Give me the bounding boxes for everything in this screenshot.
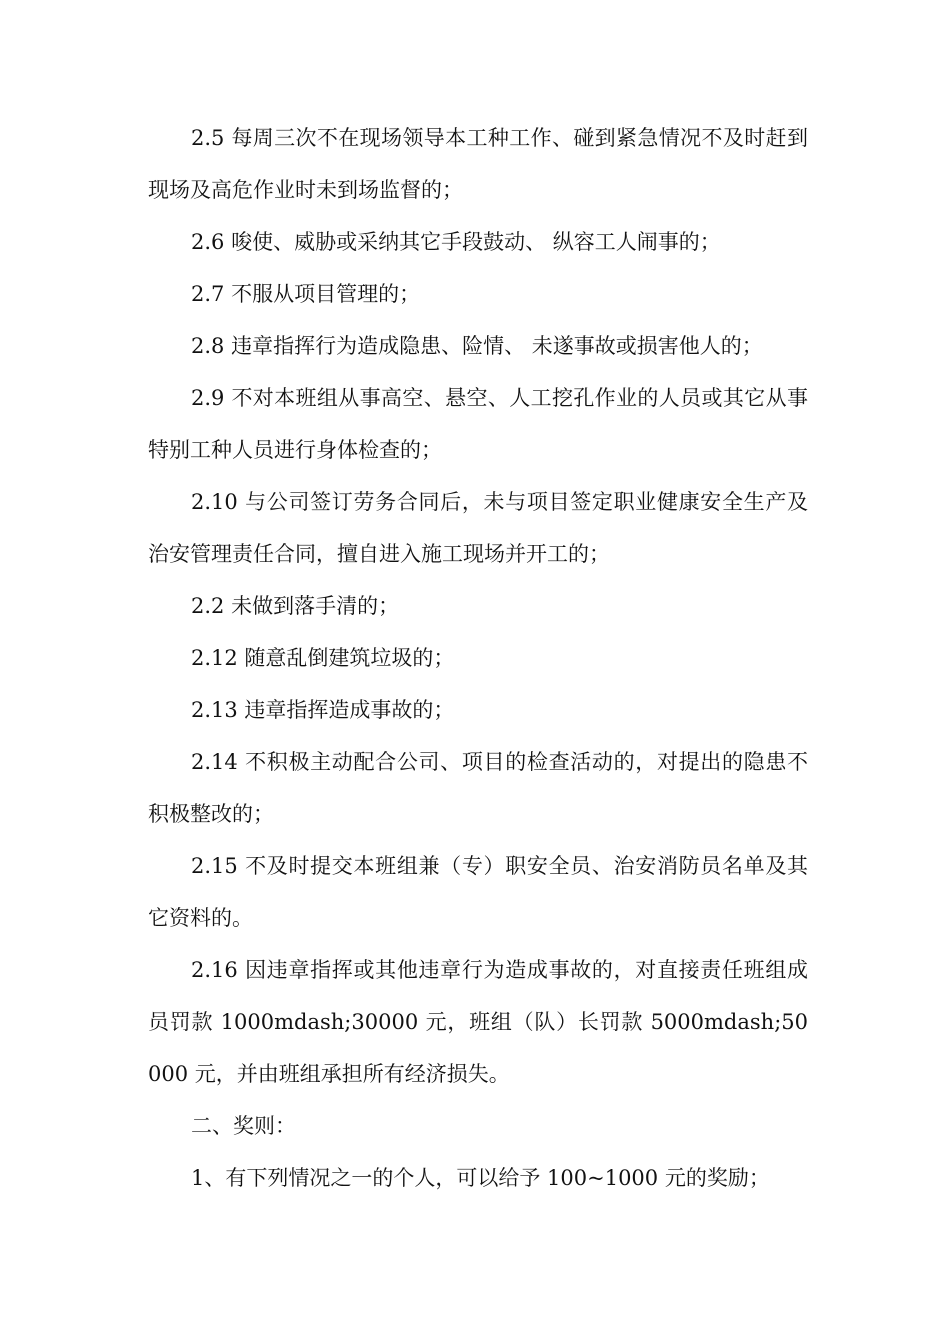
paragraph-2-7: 2.7 不服从项目管理的；	[191, 282, 421, 306]
paragraph-2-10: 2.10 与公司签订劳务合同后，未与项目签定职业健康安全生产及治安管理责任合同，擅自进入施工现场并开工的；	[148, 490, 808, 566]
paragraph-2-13: 2.13 违章指挥造成事故的；	[191, 698, 455, 722]
paragraph-2-2: 2.2 未做到落手清的；	[191, 594, 400, 618]
paragraph-2-12: 2.12 随意乱倒建筑垃圾的；	[191, 646, 455, 670]
paragraph-2-6: 2.6 唆使、威胁或采纳其它手段鼓动、 纵容工人闹事的；	[191, 230, 721, 254]
paragraph-2-15: 2.15 不及时提交本班组兼（专）职安全员、治安消防员名单及其它资料的。	[148, 854, 808, 930]
paragraph-2-9: 2.9 不对本班组从事高空、悬空、人工挖孔作业的人员或其它从事特别工种人员进行身体检查的；	[148, 386, 808, 462]
paragraph-2-16: 2.16 因违章指挥或其他违章行为造成事故的，对直接责任班组成员罚款 1000mdash;30000 元，班组（队）长罚款 5000mdash;50000 元，并由班组承担所有经济损失。	[148, 958, 808, 1086]
paragraph-reward-1: 1、有下列情况之一的个人，可以给予 100~1000 元的奖励；	[191, 1166, 770, 1190]
document-page	[148, 112, 808, 1204]
paragraph-2-14: 2.14 不积极主动配合公司、项目的检查活动的，对提出的隐患不积极整改的；	[148, 750, 808, 826]
section-heading-rewards: 二、奖则：	[191, 1114, 296, 1138]
paragraph-2-8: 2.8 违章指挥行为造成隐患、险情、 未遂事故或损害他人的；	[191, 334, 763, 358]
paragraph-2-5: 2.5 每周三次不在现场领导本工种工作、碰到紧急情况不及时赶到现场及高危作业时未到场监督的；	[148, 126, 808, 202]
